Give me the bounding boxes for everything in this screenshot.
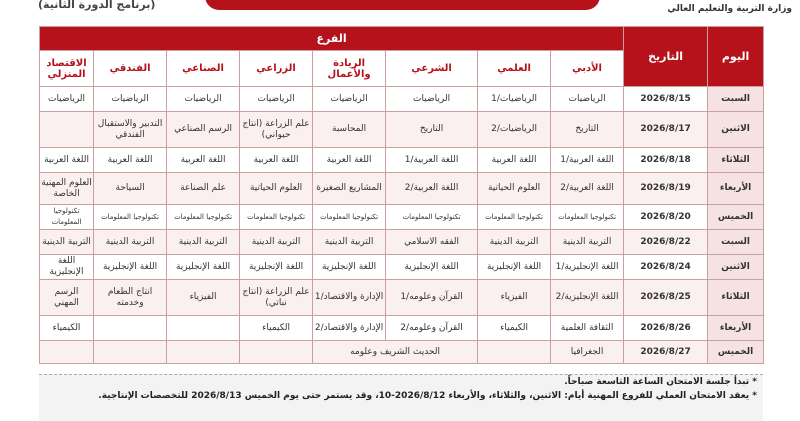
table-row: [40, 87, 764, 112]
cell: الرياضيات: [240, 87, 313, 112]
cell: التاريخ: [551, 112, 624, 148]
cell: الرسم المهني: [40, 280, 94, 316]
cell: الرياضيات: [313, 87, 386, 112]
row-day: الثلاثاء: [708, 280, 764, 316]
row-day: الاثنين: [708, 112, 764, 148]
cell: التربية الدينية: [313, 230, 386, 255]
cell: التدبير والاستقبال الفندقي: [94, 112, 167, 148]
program-label: (برنامج الدورة الثانية): [38, 0, 156, 11]
cell: الفيزياء: [478, 280, 551, 316]
row-day: الاثنين: [708, 255, 764, 280]
cell: اللغة الإنجليزية/1: [551, 255, 624, 280]
cell: انتاج الطعام وخدمته: [94, 280, 167, 316]
cell: الرياضيات: [386, 87, 478, 112]
header-date: التاريخ: [624, 27, 708, 87]
exam-schedule-table: [39, 26, 764, 364]
ministry-name: وزارة التربية والتعليم العالي: [667, 4, 792, 14]
cell: الرياضيات: [167, 87, 240, 112]
cell: التربية الدينية: [167, 230, 240, 255]
cell: اللغة الإنجليزية: [167, 255, 240, 280]
branch-hotel: الفندقي: [94, 51, 167, 87]
top-bar: [0, 0, 800, 22]
branch-home-economics: الاقتصاد المنزلي: [40, 51, 94, 87]
branch-agricultural: الزراعي: [240, 51, 313, 87]
table-row: [40, 173, 764, 205]
cell: الكيمياء: [478, 316, 551, 341]
cell: الجغرافيا: [551, 341, 624, 364]
cell: اللغة العربية: [40, 148, 94, 173]
cell: المشاريع الصغيرة: [313, 173, 386, 205]
cell: القرآن وعلومه/2: [386, 316, 478, 341]
cell: اللغة الإنجليزية: [240, 255, 313, 280]
cell: الإدارة والاقتصاد/2: [313, 316, 386, 341]
note-practical-exam: * يعقد الامتحان العملي للفروع المهنية أيام: الاثنين، والثلاثاء، والأربعاء 2026/8/12-10، وقد يستمر حتى يوم الخميس 2026/8/13 للتخصصات الإنتاجية.: [98, 391, 757, 401]
cell: الرياضيات: [94, 87, 167, 112]
cell: [40, 112, 94, 148]
branch-literary: الأدبي: [551, 51, 624, 87]
cell: العلوم الحياتية: [240, 173, 313, 205]
row-date: 2026/8/17: [624, 112, 708, 148]
cell: اللغة العربية: [167, 148, 240, 173]
cell: الإدارة والاقتصاد/1: [313, 280, 386, 316]
row-day: السبت: [708, 87, 764, 112]
cell: [478, 341, 551, 364]
cell: [94, 341, 167, 364]
row-date: 2026/8/22: [624, 230, 708, 255]
row-date: 2026/8/20: [624, 205, 708, 230]
table-row: [40, 205, 764, 230]
cell: تكنولوجيا المعلومات: [240, 205, 313, 230]
branch-scientific: العلمي: [478, 51, 551, 87]
row-day: الخميس: [708, 205, 764, 230]
cell: تكنولوجيا المعلومات: [40, 205, 94, 230]
branch-sharia: الشرعي: [386, 51, 478, 87]
cell: اللغة الإنجليزية: [94, 255, 167, 280]
cell: تكنولوجيا المعلومات: [478, 205, 551, 230]
cell: اللغة العربية/2: [386, 173, 478, 205]
cell: التربية الدينية: [40, 230, 94, 255]
cell: الرياضيات/1: [478, 87, 551, 112]
cell: تكنولوجيا المعلومات: [94, 205, 167, 230]
cell: الرياضيات: [551, 87, 624, 112]
cell: [167, 341, 240, 364]
cell: [40, 341, 94, 364]
cell: الرياضيات/2: [478, 112, 551, 148]
table-row: [40, 341, 764, 364]
cell: التربية الدينية: [240, 230, 313, 255]
table-row: [40, 230, 764, 255]
title-banner: [205, 0, 600, 10]
row-date: 2026/8/15: [624, 87, 708, 112]
cell: الكيمياء: [240, 316, 313, 341]
cell: الكيمياء: [40, 316, 94, 341]
cell: تكنولوجيا المعلومات: [313, 205, 386, 230]
cell: تكنولوجيا المعلومات: [167, 205, 240, 230]
note-start-time: * تبدأ جلسة الامتحان الساعة التاسعة صباحاً.: [564, 377, 757, 387]
row-date: 2026/8/24: [624, 255, 708, 280]
cell: اللغة الإنجليزية: [386, 255, 478, 280]
row-day: الأربعاء: [708, 173, 764, 205]
table-row: [40, 255, 764, 280]
row-date: 2026/8/18: [624, 148, 708, 173]
cell: علم الزراعة (انتاج نباتي): [240, 280, 313, 316]
row-day: السبت: [708, 230, 764, 255]
cell: التاريخ: [386, 112, 478, 148]
cell: تكنولوجيا المعلومات: [551, 205, 624, 230]
header-branch: الفرع: [40, 27, 624, 51]
cell: اللغة الإنجليزية: [478, 255, 551, 280]
cell: اللغة العربية/1: [551, 148, 624, 173]
cell: السياحة: [94, 173, 167, 205]
cell: تكنولوجيا المعلومات: [386, 205, 478, 230]
notes-section: [39, 374, 763, 421]
row-date: 2026/8/25: [624, 280, 708, 316]
cell: العلوم المهنية الخاصة: [40, 173, 94, 205]
cell: الفيزياء: [167, 280, 240, 316]
cell: اللغة الإنجليزية: [40, 255, 94, 280]
cell: اللغة العربية/2: [551, 173, 624, 205]
branch-entrepreneurship: الريادة والأعمال: [313, 51, 386, 87]
row-day: الأربعاء: [708, 316, 764, 341]
cell: التربية الدينية: [94, 230, 167, 255]
table-row: [40, 148, 764, 173]
row-day: الثلاثاء: [708, 148, 764, 173]
cell: الحديث الشريف وعلومه: [313, 341, 478, 364]
cell: [240, 341, 313, 364]
branch-industrial: الصناعي: [167, 51, 240, 87]
cell: اللغة العربية: [94, 148, 167, 173]
cell: اللغة الإنجليزية: [313, 255, 386, 280]
cell: اللغة الإنجليزية/2: [551, 280, 624, 316]
cell: الرياضيات: [40, 87, 94, 112]
row-day: الخميس: [708, 341, 764, 364]
cell: اللغة العربية: [478, 148, 551, 173]
table-row: [40, 316, 764, 341]
header-day: اليوم: [708, 27, 764, 87]
cell: علم الزراعة (انتاج حيواني): [240, 112, 313, 148]
cell: العلوم الحياتية: [478, 173, 551, 205]
table-row: [40, 112, 764, 148]
cell: الثقافة العلمية: [551, 316, 624, 341]
cell: [94, 316, 167, 341]
row-date: 2026/8/26: [624, 316, 708, 341]
cell: القرآن وعلومه/1: [386, 280, 478, 316]
row-date: 2026/8/19: [624, 173, 708, 205]
cell: الفقه الاسلامي: [386, 230, 478, 255]
cell: الرسم الصناعي: [167, 112, 240, 148]
cell: علم الصناعة: [167, 173, 240, 205]
table-row: [40, 280, 764, 316]
cell: التربية الدينية: [551, 230, 624, 255]
cell: اللغة العربية: [240, 148, 313, 173]
row-date: 2026/8/27: [624, 341, 708, 364]
cell: اللغة العربية: [313, 148, 386, 173]
cell: المحاسبة: [313, 112, 386, 148]
cell: [167, 316, 240, 341]
cell: التربية الدينية: [478, 230, 551, 255]
cell: اللغة العربية/1: [386, 148, 478, 173]
